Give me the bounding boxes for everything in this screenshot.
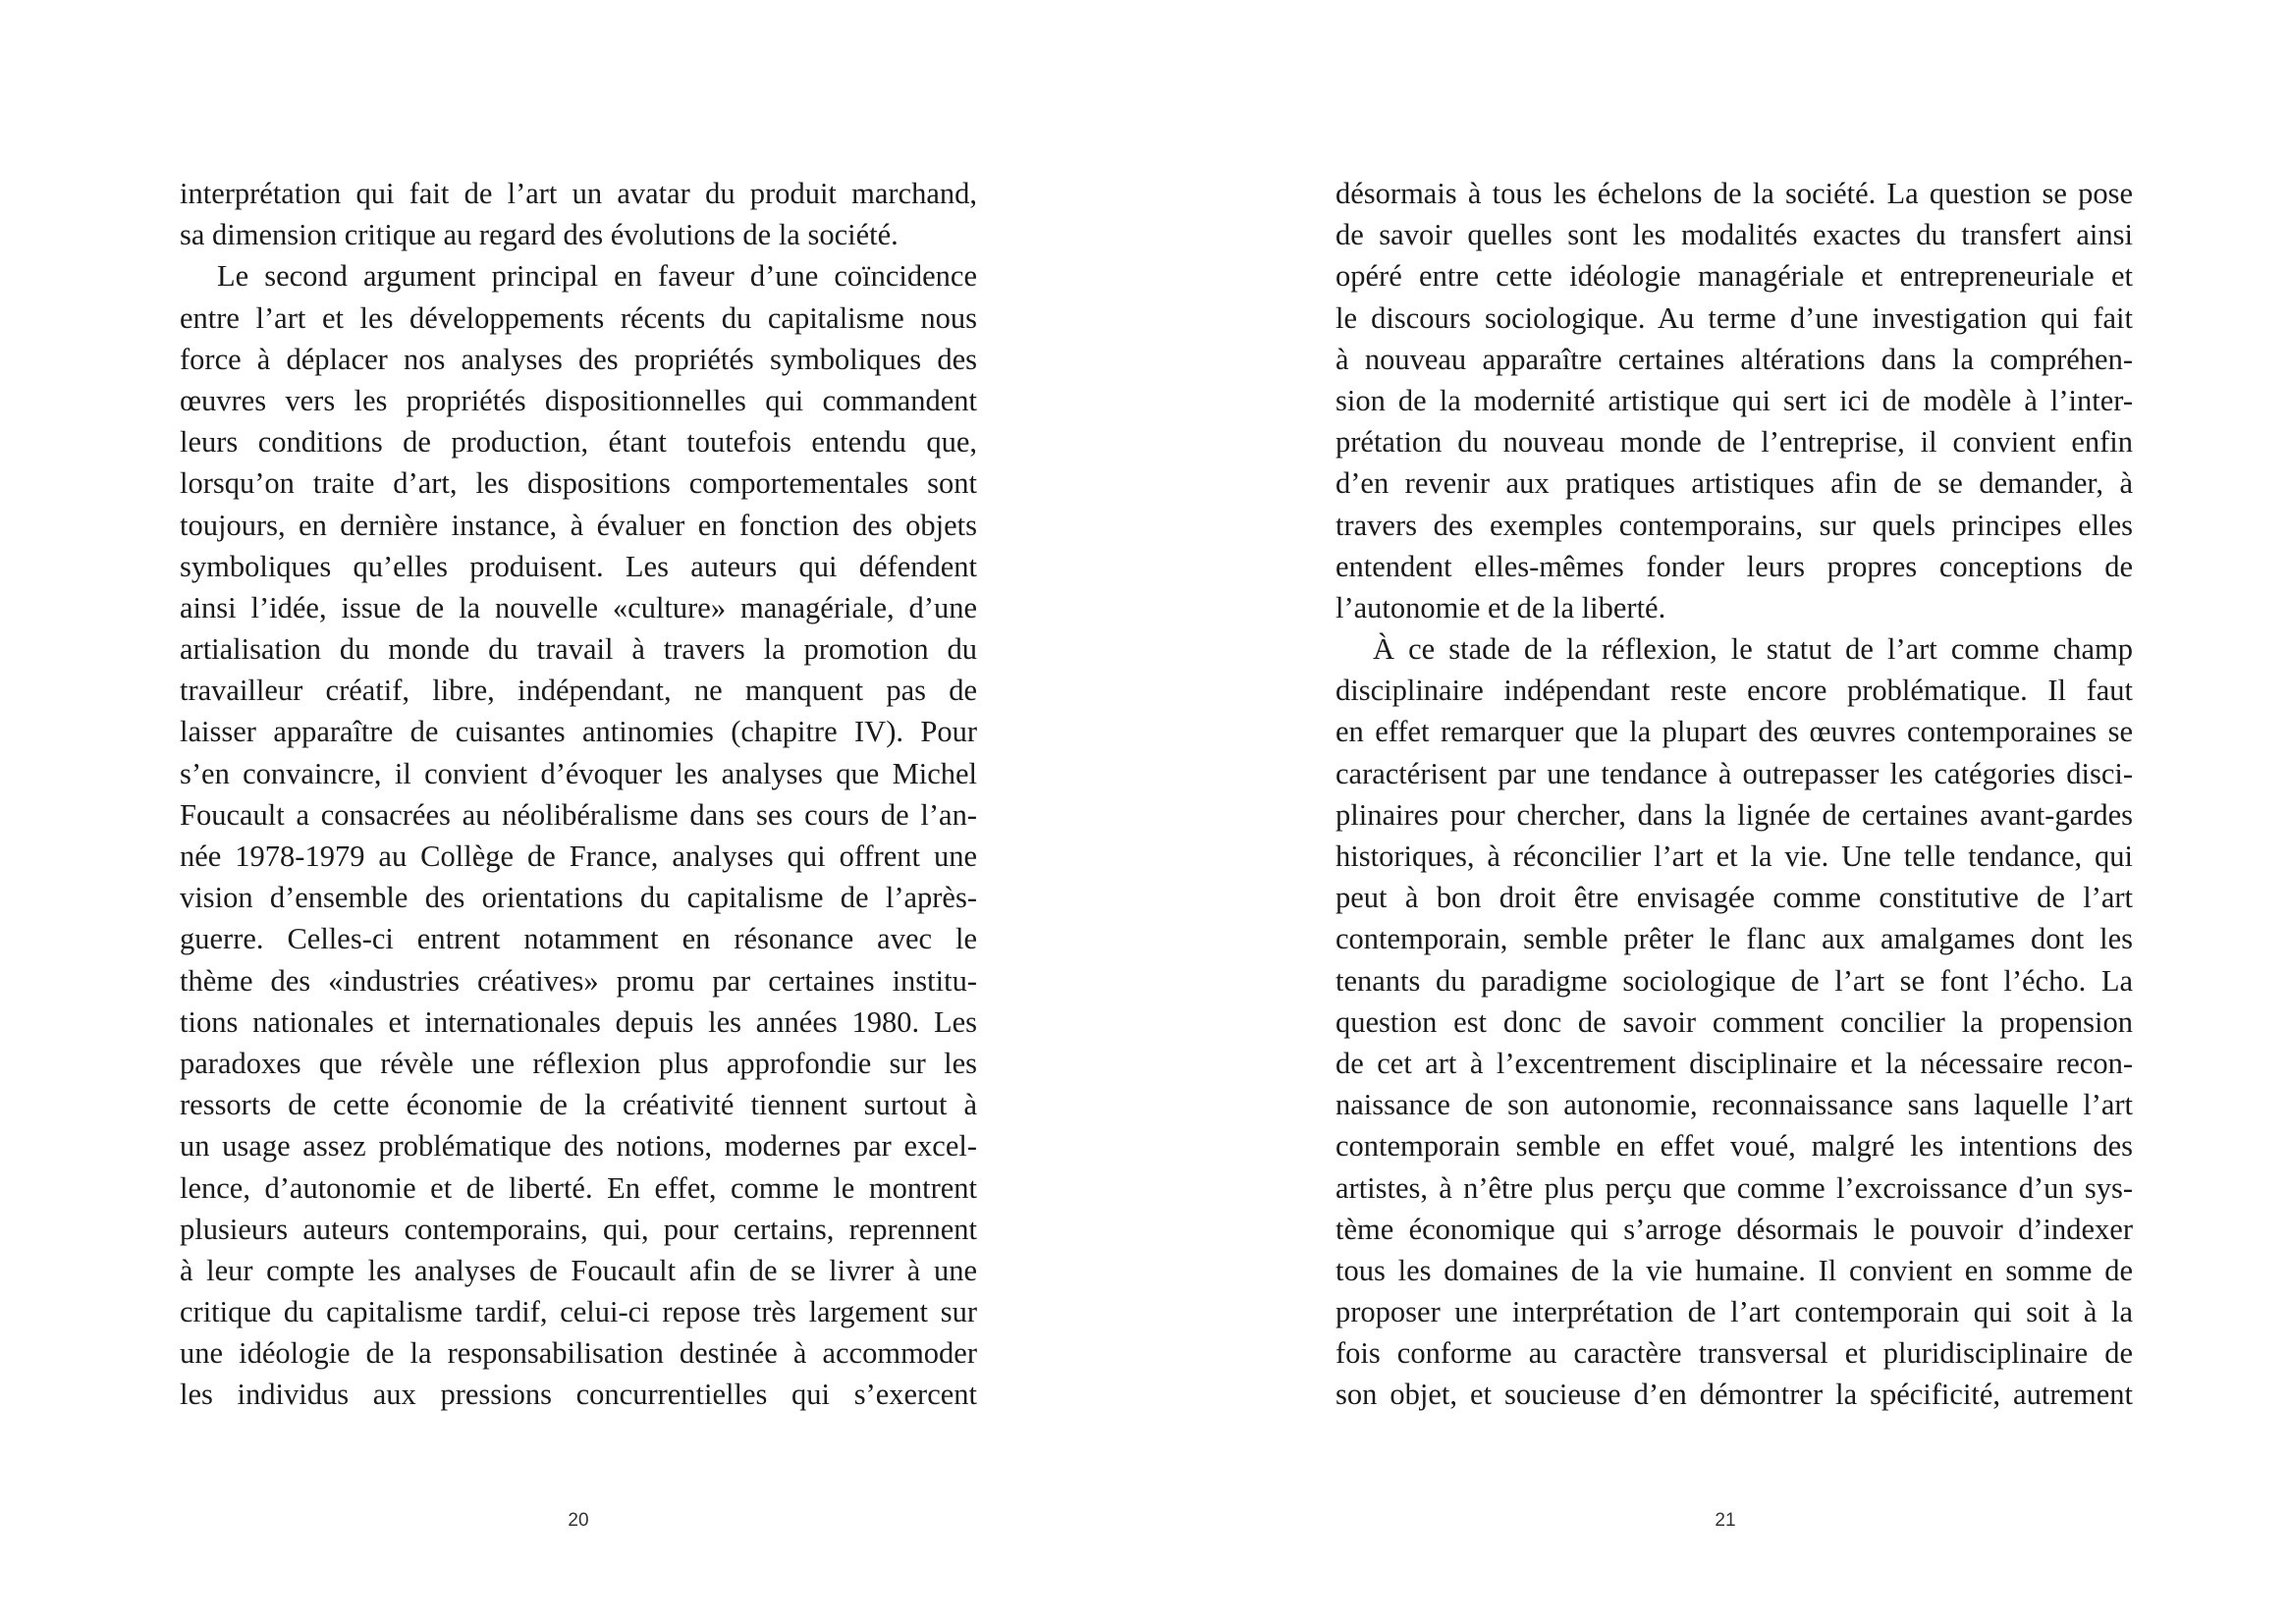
text-line: lence, d’autonomie et de liberté. En effet, comme le montrent bbox=[180, 1170, 977, 1205]
right-page-body bbox=[1335, 173, 2133, 1416]
left-page-body bbox=[180, 173, 977, 1416]
text-line: le discours sociologique. Au terme d’une investigation qui fait bbox=[1335, 300, 2133, 335]
text-line: tous les domaines de la vie humaine. Il convient en somme de bbox=[1335, 1253, 2133, 1287]
text-line: symboliques qu’elles produisent. Les auteurs qui défendent bbox=[180, 549, 977, 583]
text-line: À ce stade de la réflexion, le statut de l’art comme champ bbox=[1373, 632, 2133, 667]
text-line: contemporain, semble prêter le flanc aux amalgames dont les bbox=[1335, 922, 2133, 956]
text-line: proposer une interprétation de l’art contemporain qui soit à la bbox=[1335, 1295, 2133, 1329]
text-line: les individus aux pressions concurrentielles qui s’exercent bbox=[180, 1378, 977, 1412]
text-line: œuvres vers les propriétés dispositionnelles qui commandent bbox=[180, 383, 977, 417]
text-line: paradoxes que révèle une réflexion plus approfondie sur les bbox=[180, 1046, 977, 1080]
text-line: peut à bon droit être envisagée comme constitutive de l’art bbox=[1335, 881, 2133, 915]
text-line: née 1978-1979 au Collège de France, analyses qui offrent une bbox=[180, 839, 977, 873]
text-line: entendent elles-mêmes fonder leurs propres conceptions de bbox=[1335, 549, 2133, 583]
text-line: tème économique qui s’arroge désormais le pouvoir d’indexer bbox=[1335, 1212, 2133, 1246]
text-line: critique du capitalisme tardif, celui-ci repose très largement sur bbox=[180, 1295, 977, 1329]
right-page bbox=[1145, 0, 2289, 1624]
text-line: à leur compte les analyses de Foucault afin de se livrer à une bbox=[180, 1253, 977, 1287]
text-line: caractérisent par une tendance à outrepasser les catégories disci- bbox=[1335, 756, 2133, 790]
text-line: désormais à tous les échelons de la société. La question se pose bbox=[1335, 177, 2133, 210]
text-line: plusieurs auteurs contemporains, qui, pour certains, reprennent bbox=[180, 1212, 977, 1246]
text-line: s’en convaincre, il convient d’évoquer les analyses que Michel bbox=[180, 756, 977, 790]
text-line: ressorts de cette économie de la créativité tiennent surtout à bbox=[180, 1088, 977, 1122]
text-line: travailleur créatif, libre, indépendant, ne manquent pas de bbox=[180, 674, 977, 708]
text-line: sion de la modernité artistique qui sert ici de modèle à l’inter- bbox=[1335, 383, 2133, 417]
text-line: d’en revenir aux pratiques artistiques afin de se demander, à bbox=[1335, 466, 2133, 501]
text-line: contemporain semble en effet voué, malgré les intentions des bbox=[1335, 1129, 2133, 1164]
text-line: artialisation du monde du travail à travers la promotion du bbox=[180, 632, 977, 667]
text-line: sa dimension critique au regard des évolutions de la société. bbox=[180, 218, 899, 252]
text-line: question est donc de savoir comment concilier la propension bbox=[1335, 1004, 2133, 1039]
text-line: guerre. Celles-ci entrent notamment en résonance avec le bbox=[180, 922, 977, 956]
text-line: tions nationales et internationales depuis les années 1980. Les bbox=[180, 1004, 977, 1039]
text-line: l’autonomie et de la liberté. bbox=[1335, 590, 1666, 624]
text-line: Le second argument principal en faveur d’une coïncidence bbox=[217, 259, 977, 294]
page-number-left: 20 bbox=[568, 1510, 589, 1531]
text-line: tenants du paradigme sociologique de l’art se font l’écho. La bbox=[1335, 963, 2133, 998]
text-line: travers des exemples contemporains, sur quels principes elles bbox=[1335, 508, 2133, 542]
text-line: leurs conditions de production, étant toutefois entendu que, bbox=[180, 425, 977, 460]
text-line: interprétation qui fait de l’art un avatar du produit marchand, bbox=[180, 177, 977, 210]
text-line: artistes, à n’être plus perçu que comme l’excroissance d’un sys- bbox=[1335, 1170, 2133, 1205]
text-line: force à déplacer nos analyses des propriétés symboliques des bbox=[180, 342, 977, 376]
text-line: un usage assez problématique des notions, modernes par excel- bbox=[180, 1129, 977, 1164]
text-line: une idéologie de la responsabilisation destinée à accommoder bbox=[180, 1336, 977, 1371]
text-line: lorsqu’on traite d’art, les dispositions comportementales sont bbox=[180, 466, 977, 501]
text-line: historiques, à réconcilier l’art et la vie. Une telle tendance, qui bbox=[1335, 839, 2133, 873]
text-line: de cet art à l’excentrement disciplinaire et la nécessaire recon- bbox=[1335, 1046, 2133, 1080]
text-line: toujours, en dernière instance, à évaluer en fonction des objets bbox=[180, 508, 977, 542]
text-line: Foucault a consacrées au néolibéralisme dans ses cours de l’an- bbox=[180, 797, 977, 832]
text-line: naissance de son autonomie, reconnaissance sans laquelle l’art bbox=[1335, 1088, 2133, 1122]
page-number-right: 21 bbox=[1715, 1510, 1736, 1531]
text-line: entre l’art et les développements récents du capitalisme nous bbox=[180, 300, 977, 335]
text-line: thème des «industries créatives» promu par certaines institu- bbox=[180, 963, 977, 998]
text-line: vision d’ensemble des orientations du capitalisme de l’après- bbox=[180, 881, 977, 915]
text-line: plinaires pour chercher, dans la lignée de certaines avant-gardes bbox=[1335, 797, 2133, 832]
text-line: fois conforme au caractère transversal et pluridisciplinaire de bbox=[1335, 1336, 2133, 1371]
text-line: de savoir quelles sont les modalités exactes du transfert ainsi bbox=[1335, 218, 2133, 252]
text-line: laisser apparaître de cuisantes antinomies (chapitre IV). Pour bbox=[180, 715, 977, 749]
left-page bbox=[0, 0, 1144, 1624]
text-line: prétation du nouveau monde de l’entreprise, il convient enfin bbox=[1335, 425, 2133, 460]
text-line: en effet remarquer que la plupart des œuvres contemporaines se bbox=[1335, 715, 2133, 749]
text-line: à nouveau apparaître certaines altérations dans la compréhen- bbox=[1335, 342, 2133, 376]
text-line: son objet, et soucieuse d’en démontrer la spécificité, autrement bbox=[1335, 1378, 2133, 1412]
text-line: opéré entre cette idéologie managériale et entrepreneuriale et bbox=[1335, 259, 2133, 294]
text-line: ainsi l’idée, issue de la nouvelle «culture» managériale, d’une bbox=[180, 590, 977, 624]
text-line: disciplinaire indépendant reste encore problématique. Il faut bbox=[1335, 674, 2133, 708]
